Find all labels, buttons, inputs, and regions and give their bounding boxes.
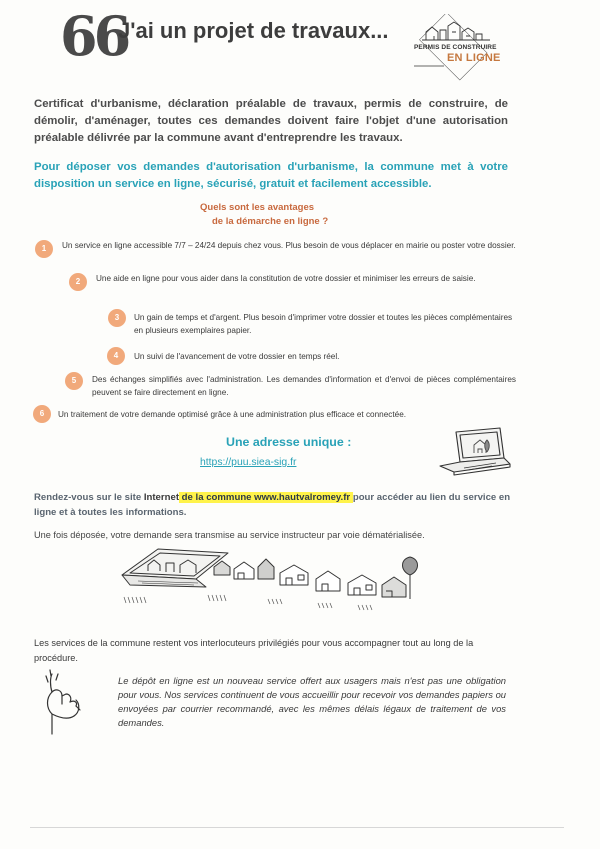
laptop-icon [434, 426, 514, 478]
address-link[interactable]: https://puu.siea-sig.fr [200, 457, 297, 468]
website-highlight: de la commune www.hautvalromey.fr [179, 492, 353, 503]
quote-icon: 66 [60, 4, 128, 68]
village-illustration [118, 545, 440, 615]
address-title: Une adresse unique : [226, 435, 352, 449]
footer-divider [30, 827, 564, 828]
advantages-heading-line1: Quels sont les avantages [200, 202, 315, 213]
transmission-note: Une fois déposée, votre demande sera transmise au service instructeur par voie dématérialisée. [34, 530, 425, 540]
advantages-heading [200, 201, 340, 229]
advantage-number-badge: 5 [65, 372, 83, 390]
advantage-item: Un suivi de l'avancement de votre dossier en temps réel. [134, 352, 340, 361]
rendez-vous-paragraph [34, 490, 514, 520]
notice-paragraph: Le dépôt en ligne est un nouveau service offert aux usagers mais n'est pas une obligation pour vous. Nos services continuent de vous accueillir pour recevoir vos demandes papiers ou envoyées par courrier recommandé, avec les mêmes délais légaux de traitement de vos demandes. [118, 675, 506, 728]
rendez-vous-internet: Internet [143, 492, 180, 503]
hand-pointing-icon [38, 668, 100, 736]
rendez-vous-text-start: Rendez-vous sur le site [34, 492, 144, 503]
logo-text-bottom: EN LIGNE [447, 52, 501, 64]
advantage-number-badge: 1 [35, 240, 53, 258]
advantage-item: Des échanges simplifiés avec l'administration. Les demandes d'information et d'envoi de pièces complémentaires peuvent se faire directement en ligne. [92, 375, 516, 397]
advantage-item: Un traitement de votre demande optimisé grâce à une administration plus efficace et connectée. [58, 410, 407, 419]
advantage-number-badge: 3 [108, 309, 126, 327]
intro-service-paragraph: Pour déposer vos demandes d'autorisation d'urbanisme, la commune met à votre disposition un service en ligne, sécurisé, gratuit et facilement accessible. [34, 161, 508, 190]
advantage-item: Un gain de temps et d'argent. Plus besoin d'imprimer votre dossier et toutes les pièces complémentaires en plusieurs exemplaires papier. [134, 313, 513, 335]
logo-text-top: PERMIS DE CONSTRUIRE [414, 44, 497, 51]
intro-paragraph: Certificat d'urbanisme, déclaration préalable de travaux, permis de construire, de démolir, d'aménager, toutes ces demandes doivent faire l'objet d'une autorisation préalable délivrée par la commune avant d'entreprendre les travaux. [34, 98, 508, 144]
page-title: J'ai un projet de travaux... [118, 18, 389, 43]
permis-logo-icon [404, 14, 504, 84]
advantage-number-badge: 4 [107, 347, 125, 365]
rendez-vous-text-end: pour accéder au lien du service en ligne et à toutes les informations. [34, 492, 511, 518]
advantage-item: Une aide en ligne pour vous aider dans la constitution de votre dossier et minimiser les erreurs de saisie. [96, 274, 476, 283]
advantage-item: Un service en ligne accessible 7/7 – 24/24 depuis chez vous. Plus besoin de vous déplacer en mairie ou poster votre dossier. [62, 241, 516, 250]
advantages-heading-line2: de la démarche en ligne ? [212, 216, 329, 227]
advantage-number-badge: 6 [33, 405, 51, 423]
advantage-number-badge: 2 [69, 273, 87, 291]
services-paragraph: Les services de la commune restent vos interlocuteurs privilégiés pour vous accompagner tout au long de la procédure. [34, 638, 474, 663]
